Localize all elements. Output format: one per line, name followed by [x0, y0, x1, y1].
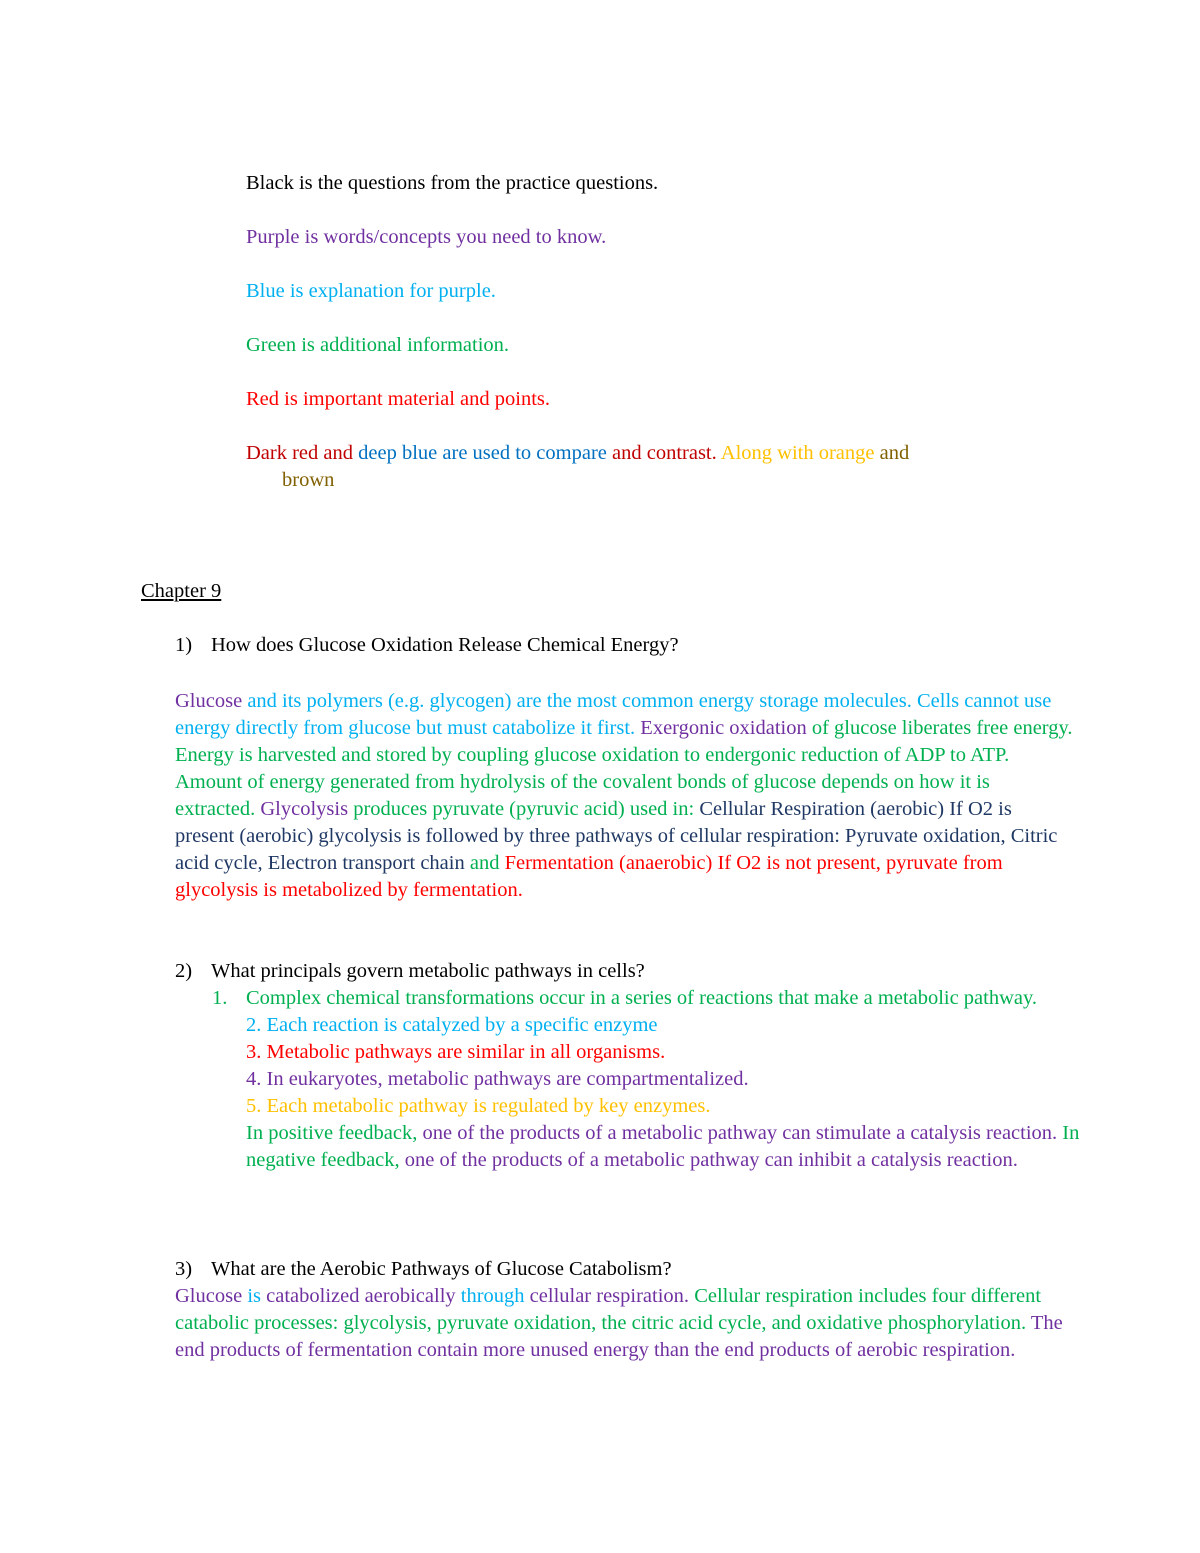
feedback-term: In negative feedback,: [246, 1122, 1080, 1171]
legend-red: Red is important material and points.: [246, 388, 551, 410]
legend-deepblue: deep blue: [358, 442, 438, 464]
answer-text: of glucose liberates free energy. Energy is harvested and stored by coupling glucose oxidation to endergonic reduction of ADP to ATP. Amount of energy generated from hydrolysis of the covalent bonds of glucose depends on how it is extracted.: [175, 717, 1073, 820]
list-item: [212, 985, 1092, 1012]
question-text: How does Glucose Oxidation Release Chemical Energy?: [211, 634, 679, 656]
feedback-text: [212, 1120, 1092, 1174]
legend-text: and contrast.: [606, 442, 717, 464]
legend-black: Black is the questions from the practice questions.: [246, 172, 659, 194]
answer-text: Fermentation (anaerobic) If O2 is not present, pyruvate from glycolysis is metabolized by fermentation.: [175, 852, 1003, 901]
list-item: 2. Each reaction is catalyzed by a specific enzyme: [246, 1014, 658, 1036]
list-item: 5. Each metabolic pathway is regulated by key enzymes.: [246, 1095, 711, 1117]
answer-text: (e.g. glycogen) are the most common energy storage molecules. Cells cannot use energy directly from glucose but must catabolize it first.: [175, 690, 1052, 739]
answer-text: and: [464, 852, 500, 874]
question-text: What principals govern metabolic pathways in cells?: [211, 960, 645, 982]
list-number: 1.: [212, 987, 228, 1009]
legend-text: and: [874, 442, 910, 464]
feedback-explanation: one of the products of a metabolic pathway can stimulate a catalysis reaction.: [417, 1122, 1058, 1144]
answer-text: is: [242, 1285, 261, 1307]
question-text: What are the Aerobic Pathways of Glucose Catabolism?: [211, 1258, 672, 1280]
question-number: 1): [175, 634, 193, 656]
legend-orange: Along with orange: [716, 442, 875, 464]
answer-text: through: [455, 1285, 525, 1307]
legend-green: Green is additional information.: [246, 334, 510, 356]
color-legend: [246, 170, 1066, 521]
legend-text: are used to compare: [437, 442, 607, 464]
question-1: [175, 632, 679, 659]
answer-1: [175, 688, 1075, 904]
legend-text: and: [318, 442, 359, 464]
answer-3: [175, 1283, 1075, 1364]
answer-term: Glucose: [175, 1285, 243, 1307]
legend-brown: brown: [282, 469, 335, 491]
answer-term: catabolized aerobically: [261, 1285, 456, 1307]
question-number: 2): [175, 960, 193, 982]
chapter-heading: Chapter 9: [141, 580, 222, 602]
list-text: Complex chemical transformations occur in a series of reactions that make a metabolic pathway.: [246, 987, 1038, 1009]
legend-blue: Blue is explanation for purple.: [246, 280, 496, 302]
answer-term: Glycolysis: [255, 798, 349, 820]
answer-term: cellular respiration.: [524, 1285, 690, 1307]
legend-compare: [246, 440, 1066, 494]
answer-2-list: [212, 985, 1092, 1174]
answer-text: and its polymers: [242, 690, 383, 712]
list-item: 4. In eukaryotes, metabolic pathways are compartmentalized.: [246, 1068, 749, 1090]
feedback-explanation: one of the products of a metabolic pathway can inhibit a catalysis reaction.: [399, 1149, 1018, 1171]
answer-text: Cellular Respiration (aerobic) If O2 is present (aerobic) glycolysis is followed by three pathways of cellular respiration: Pyruvate oxidation, Citric acid cycle, Electron transport chain: [175, 798, 1058, 874]
question-3: [175, 1256, 672, 1283]
answer-term: Exergonic oxidation: [635, 717, 807, 739]
feedback-term: In positive feedback,: [246, 1122, 418, 1144]
answer-text: produces pyruvate (pyruvic acid) used in:: [348, 798, 695, 820]
answer-text: Cellular respiration includes four different catabolic processes: glycolysis, pyruvate oxidation, the citric acid cycle, and oxidative phosphorylation.: [175, 1285, 1042, 1334]
answer-term: Glucose: [175, 690, 243, 712]
legend-darkred: Dark red: [246, 442, 319, 464]
legend-purple: Purple is words/concepts you need to know.: [246, 226, 607, 248]
question-2: [175, 958, 645, 985]
answer-text: The end products of fermentation contain more unused energy than the end products of aerobic respiration.: [175, 1312, 1063, 1361]
list-item: 3. Metabolic pathways are similar in all organisms.: [246, 1041, 666, 1063]
question-number: 3): [175, 1258, 193, 1280]
